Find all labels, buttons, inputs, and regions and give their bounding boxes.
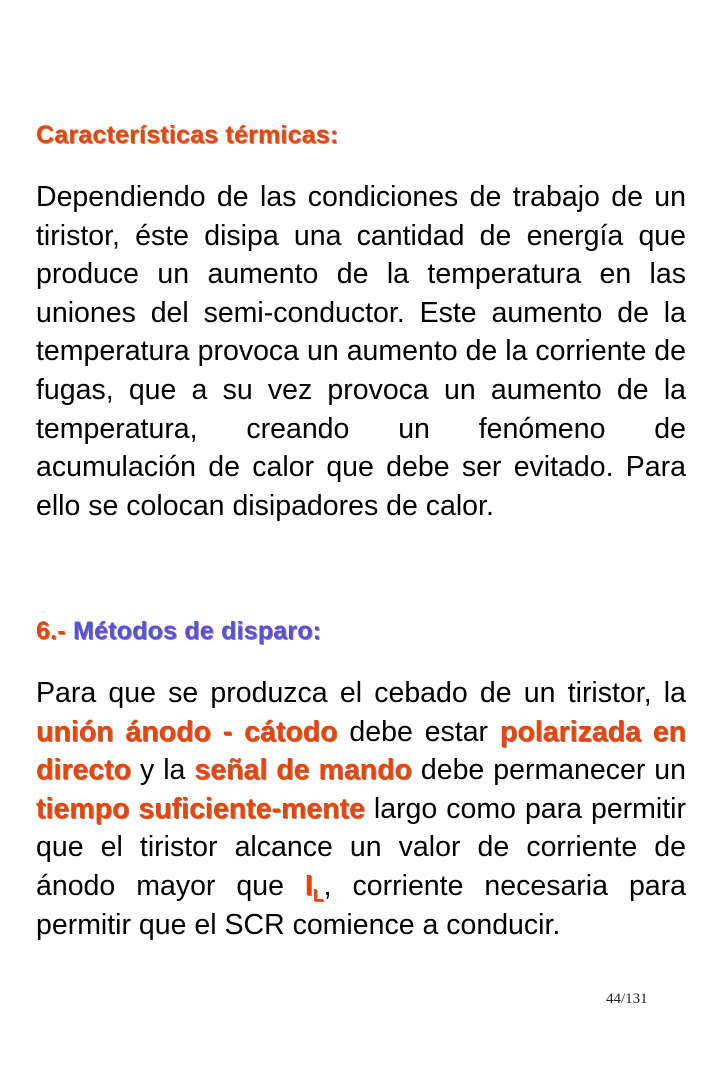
trigger-methods-heading [36,617,321,646]
body-text: , corriente necesaria para permitir que el SCR comience a conducir. [36,869,686,941]
body-text: Para que se produzca el cebado de un tiristor, la [36,677,686,709]
trigger-methods-paragraph [36,674,686,944]
page-number: 44/131 [606,991,648,1007]
latching-current-symbol [304,869,324,906]
highlight-sufficient-time: tiempo suficiente-mente [36,792,365,825]
body-text: largo como para permitir que el tiristor alcance un valor de corriente de ánodo mayor que [36,792,686,902]
section-number: 6.- [36,617,66,645]
highlight-control-signal: señal de mando [194,754,412,787]
highlight-anode-cathode-junction: unión ánodo - cátodo [36,715,338,748]
thermal-characteristics-paragraph: Dependiendo de las condiciones de trabajo de un tiristor, éste disipa una cantidad de energía que produce un aumento de la temperatura en las uniones del semi-conductor. Este aumento de la temperatura provoca un aumento de la corriente de fugas, que a su vez provoca un aumento de la temperatura, creando un fenómeno de acumulación de calor que debe ser evitado. Para ello se colocan disipadores de calor. [36,181,686,522]
latching-current-symbol-main: I [304,869,313,902]
body-text: debe estar [337,715,500,748]
trigger-methods-title: Métodos de disparo: [72,617,322,645]
thermal-characteristics-heading: Características térmicas: [36,121,339,149]
highlight-forward-biased: polarizada en directo [36,715,686,787]
latching-current-symbol-subscript: L [312,885,324,906]
body-text: y la [131,754,195,787]
body-text: debe permanecer un [411,754,687,787]
